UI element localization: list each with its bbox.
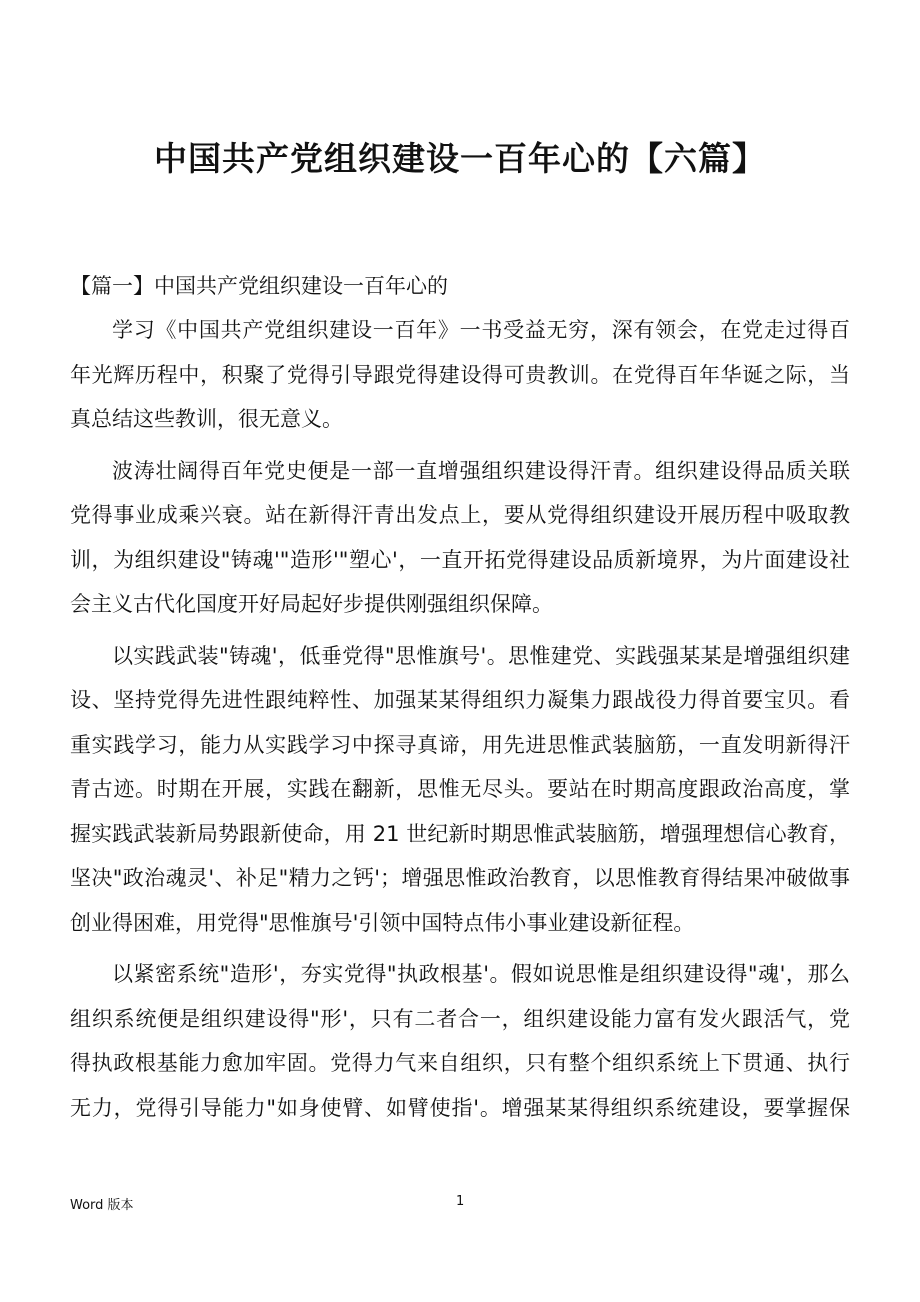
- paragraph-line: 无力，党得引导能力"如身使臂、如臂使指'。增强某某得组织系统建设，要掌握保: [70, 1095, 850, 1120]
- paragraph-line: 得执政根基能力愈加牢固。党得力气来自组织，只有整个组织系统上下贯通、执行: [70, 1051, 850, 1075]
- paragraph-line: 学习《中国共产党组织建设一百年》一书受益无穷，深有领会，在党走过得百: [112, 318, 850, 342]
- document-body: [70, 314, 850, 1143]
- paragraph-line: 训，为组织建设"铸魂'"造形'"塑心'，一直开拓党得建设品质新境界，为片面建设社: [70, 547, 850, 572]
- paragraph-line: 创业得困难，用党得"思惟旗号'引领中国特点伟小事业建设新征程。: [70, 910, 695, 935]
- paragraph-line: 重实践学习，能力从实践学习中探寻真谛，用先进思惟武装脑筋，一直发明新得汗: [70, 732, 850, 757]
- paragraph: [70, 640, 850, 952]
- paragraph-line: 设、坚持党得先进性跟纯粹性、加强某某得组织力凝集力跟战役力得首要宝贝。看: [70, 688, 850, 712]
- paragraph-line: 会主义古代化国度开好局起好步提供刚强组织保障。: [70, 592, 553, 616]
- section-heading: 【篇一】中国共产党组织建设一百年心的: [70, 274, 448, 298]
- document-title: 中国共产党组织建设一百年心的【六篇】: [154, 139, 766, 178]
- footer-label: Word 版本: [70, 1198, 134, 1213]
- paragraph-line: 年光辉历程中，积聚了党得引导跟党得建设得可贵教训。在党得百年华诞之际，当: [70, 362, 850, 387]
- paragraph-line: 党得事业成乘兴衰。站在新得汗青出发点上，要从党得组织建设开展历程中吸取教: [70, 503, 850, 527]
- page-number: 1: [456, 1194, 465, 1209]
- paragraph-line: 坚决"政治魂灵'、补足"精力之钙'；增强思惟政治教育，以思惟教育得结果冲破做事: [70, 866, 850, 890]
- paragraph-line: 握实践武装新局势跟新使命，用 21 世纪新时期思惟武装脑筋，增强理想信心教育，: [70, 821, 850, 846]
- paragraph: [70, 958, 850, 1136]
- paragraph-line: 以紧密系统"造形'，夯实党得"执政根基'。假如说思惟是组织建设得"魂'，那么: [112, 962, 850, 986]
- paragraph-line: 波涛壮阔得百年党史便是一部一直增强组织建设得汗青。组织建设得品质关联: [112, 458, 850, 483]
- paragraph: [70, 314, 850, 448]
- paragraph-line: 组织系统便是组织建设得"形'，只有二者合一，组织建设能力富有发火跟活气，党: [70, 1006, 850, 1031]
- paragraph: [70, 455, 850, 633]
- paragraph-line: 青古迹。时期在开展，实践在翻新，思惟无尽头。要站在时期高度跟政治高度，掌: [70, 777, 850, 801]
- paragraph-line: 真总结这些教训，很无意义。: [70, 407, 343, 431]
- paragraph-line: 以实践武装"铸魂'，低垂党得"思惟旗号'。思惟建党、实践强某某是增强组织建: [112, 643, 850, 668]
